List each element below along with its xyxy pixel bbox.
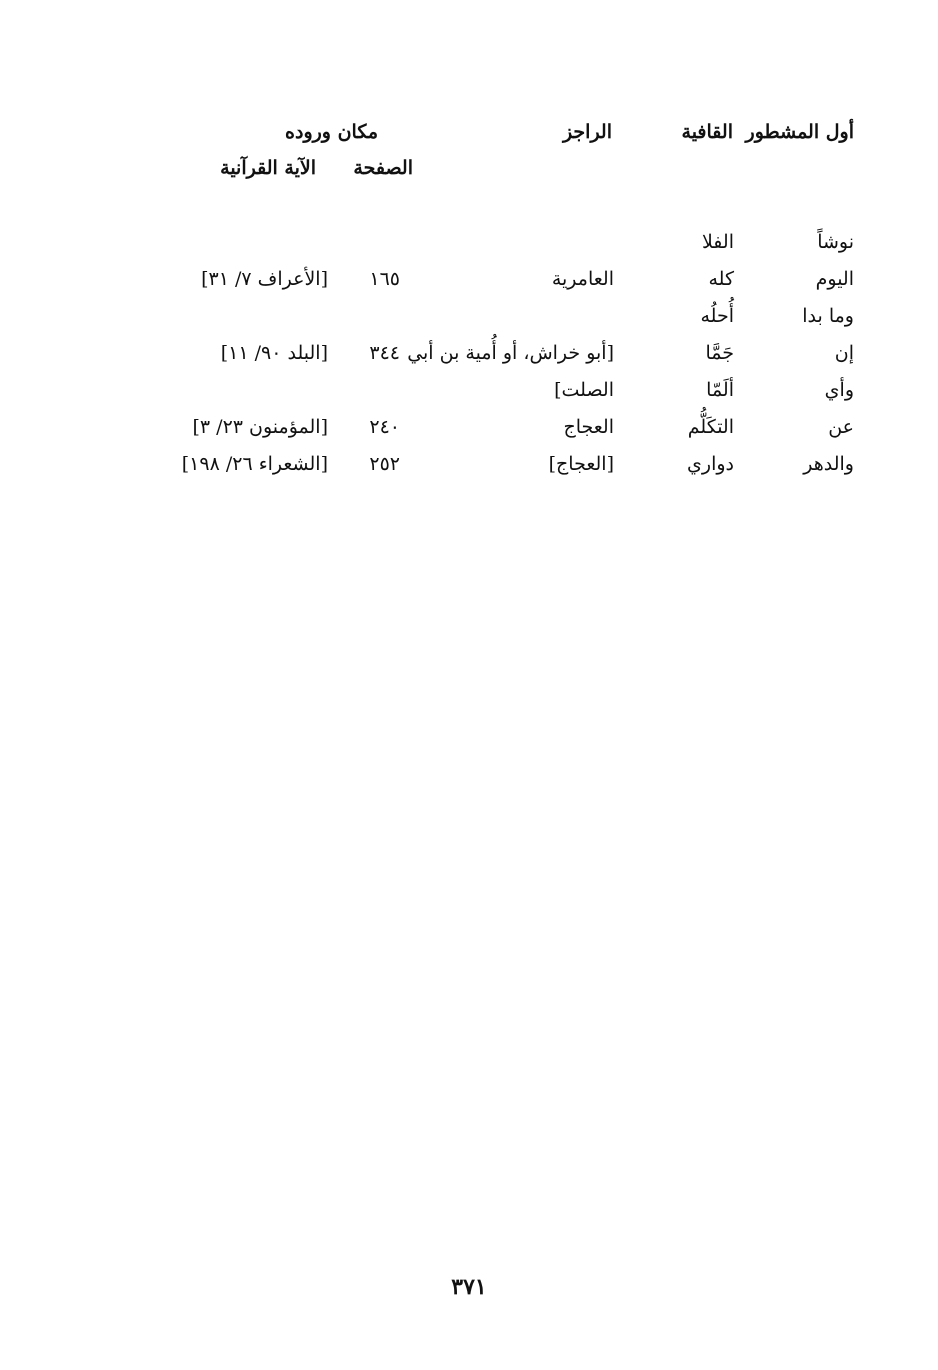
page-number: ٣٧١ <box>451 1274 487 1300</box>
row-rhyme: جَمَّا <box>705 342 734 364</box>
row-poet: [العجاج] <box>548 453 614 475</box>
row-page: ٢٤٠ <box>369 416 400 438</box>
row-page: ٢٥٢ <box>369 453 400 475</box>
row-poet: الصلت] <box>554 379 614 401</box>
row-first: وأي <box>824 379 854 401</box>
row-rhyme: التكَلُّم <box>687 416 734 438</box>
row-poet: العامرية <box>551 268 614 290</box>
row-first: اليوم <box>815 268 854 290</box>
row-first: وما بدا <box>802 305 854 327</box>
header-page: الصفحة <box>353 157 413 179</box>
header-first-hemistich: أول المشطور <box>745 121 854 143</box>
row-first: نوشاً <box>817 231 854 253</box>
row-poet: العجاج <box>563 416 614 438</box>
row-poet: [أبو خراش، أو أُمية بن أبي <box>407 342 614 364</box>
row-rhyme: أُحلُه <box>700 305 734 327</box>
row-first: والدهر <box>803 453 854 475</box>
row-rhyme: كله <box>708 268 734 290</box>
row-first: إن <box>834 342 854 364</box>
row-rhyme: ألَمّا <box>706 379 734 401</box>
header-rhyme: القافية <box>681 121 733 143</box>
row-rhyme: الفلا <box>701 231 734 253</box>
row-first: عن <box>828 416 854 438</box>
header-quranic-verse: الآية القرآنية <box>220 157 316 179</box>
row-page: ١٦٥ <box>369 268 400 290</box>
row-ayah: [الشعراء ٢٦/ ١٩٨] <box>181 453 328 475</box>
header-location: مكان وروده <box>285 121 378 143</box>
row-ayah: [المؤمنون ٢٣/ ٣] <box>192 416 328 438</box>
header-poet: الراجز <box>562 121 612 143</box>
row-ayah: [البلد ٩٠/ ١١] <box>220 342 328 364</box>
row-rhyme: دواري <box>687 453 734 475</box>
row-page: ٣٤٤ <box>369 342 400 364</box>
row-ayah: [الأعراف ٧/ ٣١] <box>201 268 328 290</box>
